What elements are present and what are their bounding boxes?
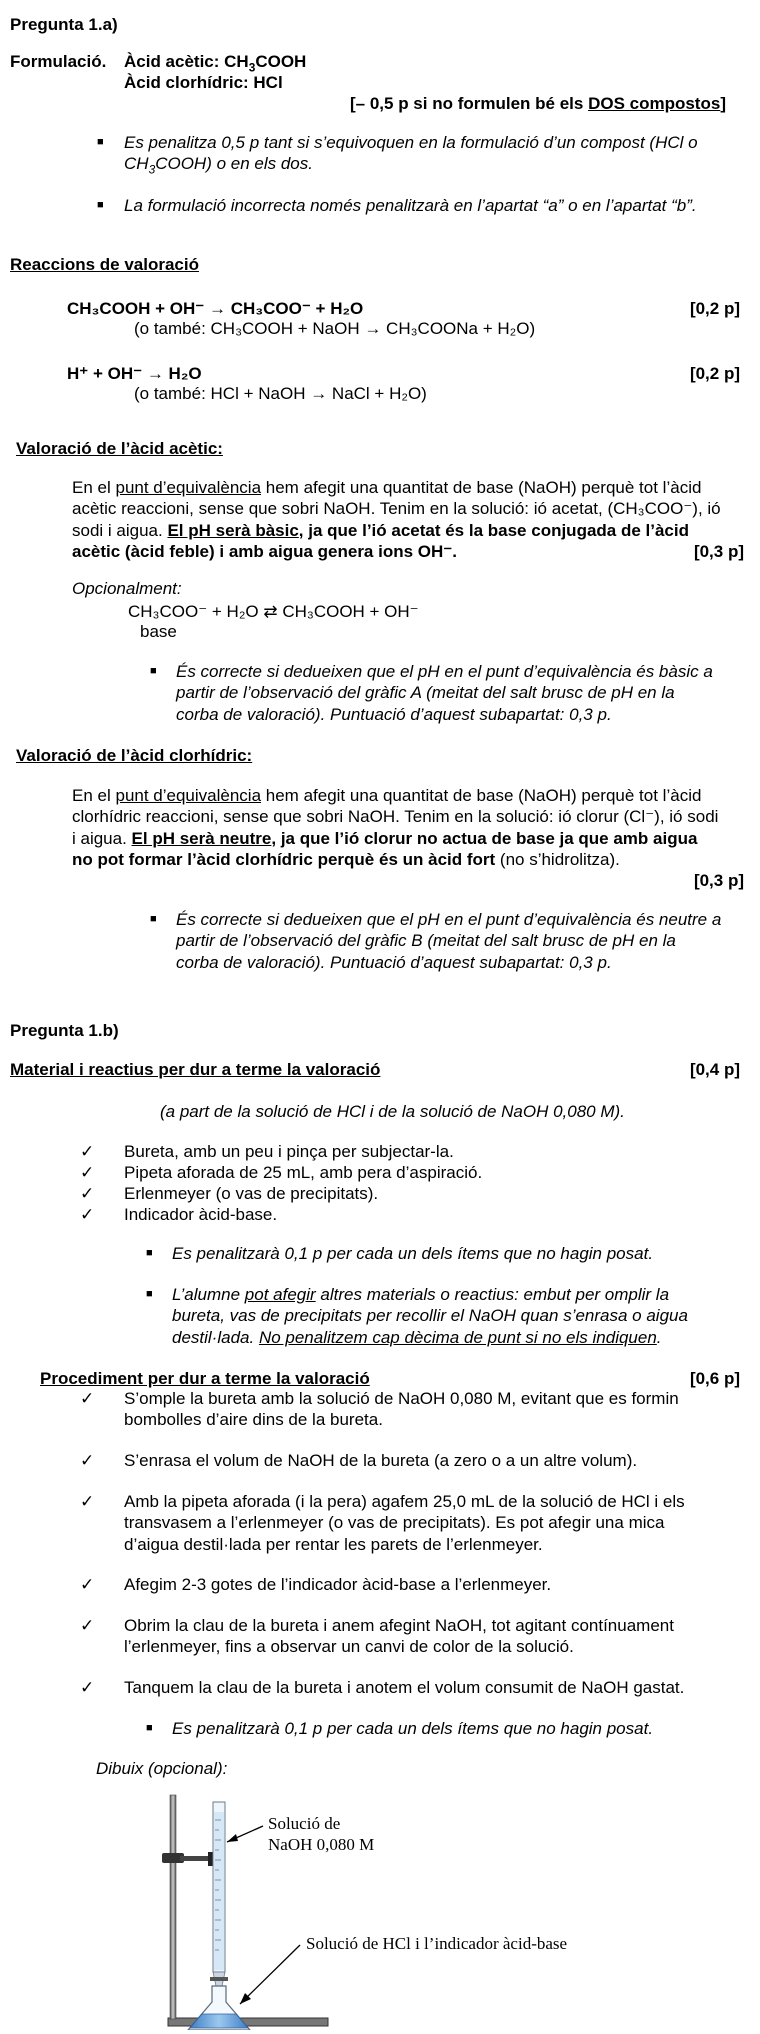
titration-apparatus-drawing [130, 1790, 650, 2030]
label-hcl-solution: Solució de HCl i l’indicador àcid-base [306, 1934, 568, 1953]
material-item: Erlenmeyer (o vas de precipitats). [124, 1184, 379, 1203]
hcl-paragraph: En el punt d’equivalència hem afegit una quantitat de base (NaOH) perquè tot l’àcid clorhídric reaccioni, sense que sobri NaOH. Tenim en la solució: ió clorur (Cl⁻), ió sodi i aigua. El pH serà neutre, ja que l’ió clorur no actua de base ja que amb aigua no pot formar l’àcid clorhídric perquè és un àcid fort (no s’hidrolitza). [0,3 p] [72, 786, 744, 890]
formulacio-penalty: [– 0,5 p si no formulen bé els DOS compostos] [350, 94, 726, 113]
checkmark-icon: ✓ [80, 1451, 95, 1470]
material-item: Pipeta aforada de 25 mL, amb pera d’aspiració. [124, 1163, 483, 1182]
material-points: [0,4 p] [689, 1060, 740, 1079]
formulacio-label: Formulació. [10, 52, 107, 71]
checkmark-icon: ✓ [80, 1492, 95, 1511]
bullet-square-icon: ■ [97, 199, 104, 211]
procediment-heading: Procediment per dur a terme la valoració [40, 1369, 370, 1388]
procediment-step: Afegim 2-3 gotes de l’indicador àcid-base a l’erlenmeyer. [124, 1575, 552, 1594]
procediment-step: S’omple la bureta amb la solució de NaOH 0,080 M, evitant que es formin bombolles d’aire dins de la bureta. [124, 1389, 679, 1430]
dibuix-label: Dibuix (opcional): [96, 1759, 228, 1778]
question-1a-title: Pregunta 1.a) [10, 15, 118, 34]
acetic-paragraph: En el punt d’equivalència hem afegit una quantitat de base (NaOH) perquè tot l’àcid acètic reaccioni, sense que sobri NaOH. Tenim en la solució: ió acetat, (CH₃COO⁻), ió sodi i aigua. El pH serà bàsic, ja que l’ió acetat és la base conjugada de l’àcid acètic (àcid feble) i amb aigua genera ions OH⁻. [0,3 p] [72, 478, 744, 561]
acetic-formula: Àcid acètic: $CH_3COOH$ [124, 52, 307, 75]
checkmark-icon: ✓ [80, 1678, 95, 1697]
material-item: Indicador àcid-base. [124, 1205, 278, 1224]
checkmark-icon: ✓ [80, 1575, 95, 1594]
material-heading: Material i reactius per dur a terme la valoració [10, 1060, 381, 1079]
base-label: base [140, 622, 177, 641]
acetic-heading: Valoració de l’àcid acètic: [16, 439, 223, 458]
procediment-step: Obrim la clau de la bureta i anem afegint NaOH, tot agitant contínuament l’erlenmeyer, fins a observar un canvi de color de la solució. [124, 1616, 674, 1657]
procediment-step: Amb la pipeta aforada (i la pera) agafem 25,0 mL de la solució de HCl i els transvasem a l’erlenmeyer (o vas de precipitats). Es pot afegir una mica d’aigua destil·lada per rentar les parets de l’erlenmeyer. [124, 1492, 685, 1554]
hcl-formula: Àcid clorhídric: HCl [124, 73, 283, 92]
material-subtitle: (a part de la solució de HCl i de la solució de NaOH 0,080 M). [160, 1102, 625, 1121]
bullet-square-icon: ■ [146, 1247, 153, 1259]
reaction-1-points: [0,2 p] [689, 299, 740, 318]
reaction-1-alt: (o també: CH₃COOH + NaOH → CH₃COONa + H₂O) [134, 319, 536, 338]
reaction-2-points: [0,2 p] [689, 364, 740, 383]
formulacio-note-1: Es penalitza 0,5 p tant si s’equivoquen en la formulació d’un compost (HCl o $CH_3COOH$) o en els dos. [124, 133, 698, 177]
bullet-square-icon: ■ [150, 665, 157, 677]
checkmark-icon: ✓ [80, 1389, 95, 1408]
formulacio-note-2: La formulació incorrecta només penalitzarà en l’apartat “a” o en l’apartat “b”. [124, 196, 697, 215]
hcl-note: És correcte si dedueixen que el pH en el punt d’equivalència és neutre a partir de l’observació del gràfic B (meitat del salt brusc de pH en la corba de valoració). Puntuació d’aquest subapartat: 0,3 p. [176, 910, 722, 972]
bullet-square-icon: ■ [146, 1722, 153, 1734]
hcl-heading: Valoració de l’àcid clorhídric: [16, 746, 253, 765]
question-1b-title: Pregunta 1.b) [10, 1021, 119, 1040]
acetate-equilibrium: CH₃COO⁻ + H₂O ⇄ CH₃COOH + OH⁻ [128, 602, 419, 621]
reaction-2-alt: (o també: HCl + NaOH → NaCl + H₂O) [134, 384, 427, 403]
procediment-step: Tanquem la clau de la bureta i anotem el volum consumit de NaOH gastat. [124, 1678, 685, 1697]
bullet-square-icon: ■ [150, 913, 157, 925]
checkmark-icon: ✓ [80, 1205, 95, 1224]
procediment-note: Es penalitzarà 0,1 p per cada un dels ítems que no hagin posat. [172, 1719, 654, 1738]
material-note-2: L’alumne pot afegir altres materials o reactius: embut per omplir la bureta, vas de precipitats per recollir el NaOH quan s’enrasa o aigua destil·lada. No penalitzem cap dècima de punt si no els indiquen. [172, 1285, 688, 1347]
opcionalment-label: Opcionalment: [72, 579, 182, 598]
reaction-2: H⁺ + OH⁻ → H₂O [67, 364, 202, 383]
checkmark-icon: ✓ [80, 1184, 95, 1203]
material-note-1: Es penalitzarà 0,1 p per cada un dels ítems que no hagin posat. [172, 1244, 654, 1263]
label-naoh-solution: Solució de NaOH 0,080 M [268, 1814, 375, 1855]
procediment-step: S’enrasa el volum de NaOH de la bureta (a zero o a un altre volum). [124, 1451, 638, 1470]
checkmark-icon: ✓ [80, 1616, 95, 1635]
reaction-1: CH₃COOH + OH⁻ → CH₃COO⁻ + H₂O [67, 299, 364, 318]
bullet-square-icon: ■ [146, 1288, 153, 1300]
checkmark-icon: ✓ [80, 1142, 95, 1161]
checkmark-icon: ✓ [80, 1163, 95, 1182]
material-item: Bureta, amb un peu i pinça per subjectar-la. [124, 1142, 454, 1161]
acetic-note: És correcte si dedueixen que el pH en el punt d’equivalència és bàsic a partir de l’observació del gràfic A (meitat del salt brusc de pH en la corba de valoració). Puntuació d’aquest subapartat: 0,3 p. [176, 662, 713, 724]
bullet-square-icon: ■ [97, 136, 104, 148]
reaccions-heading: Reaccions de valoració [10, 255, 199, 274]
procediment-points: [0,6 p] [689, 1369, 740, 1388]
